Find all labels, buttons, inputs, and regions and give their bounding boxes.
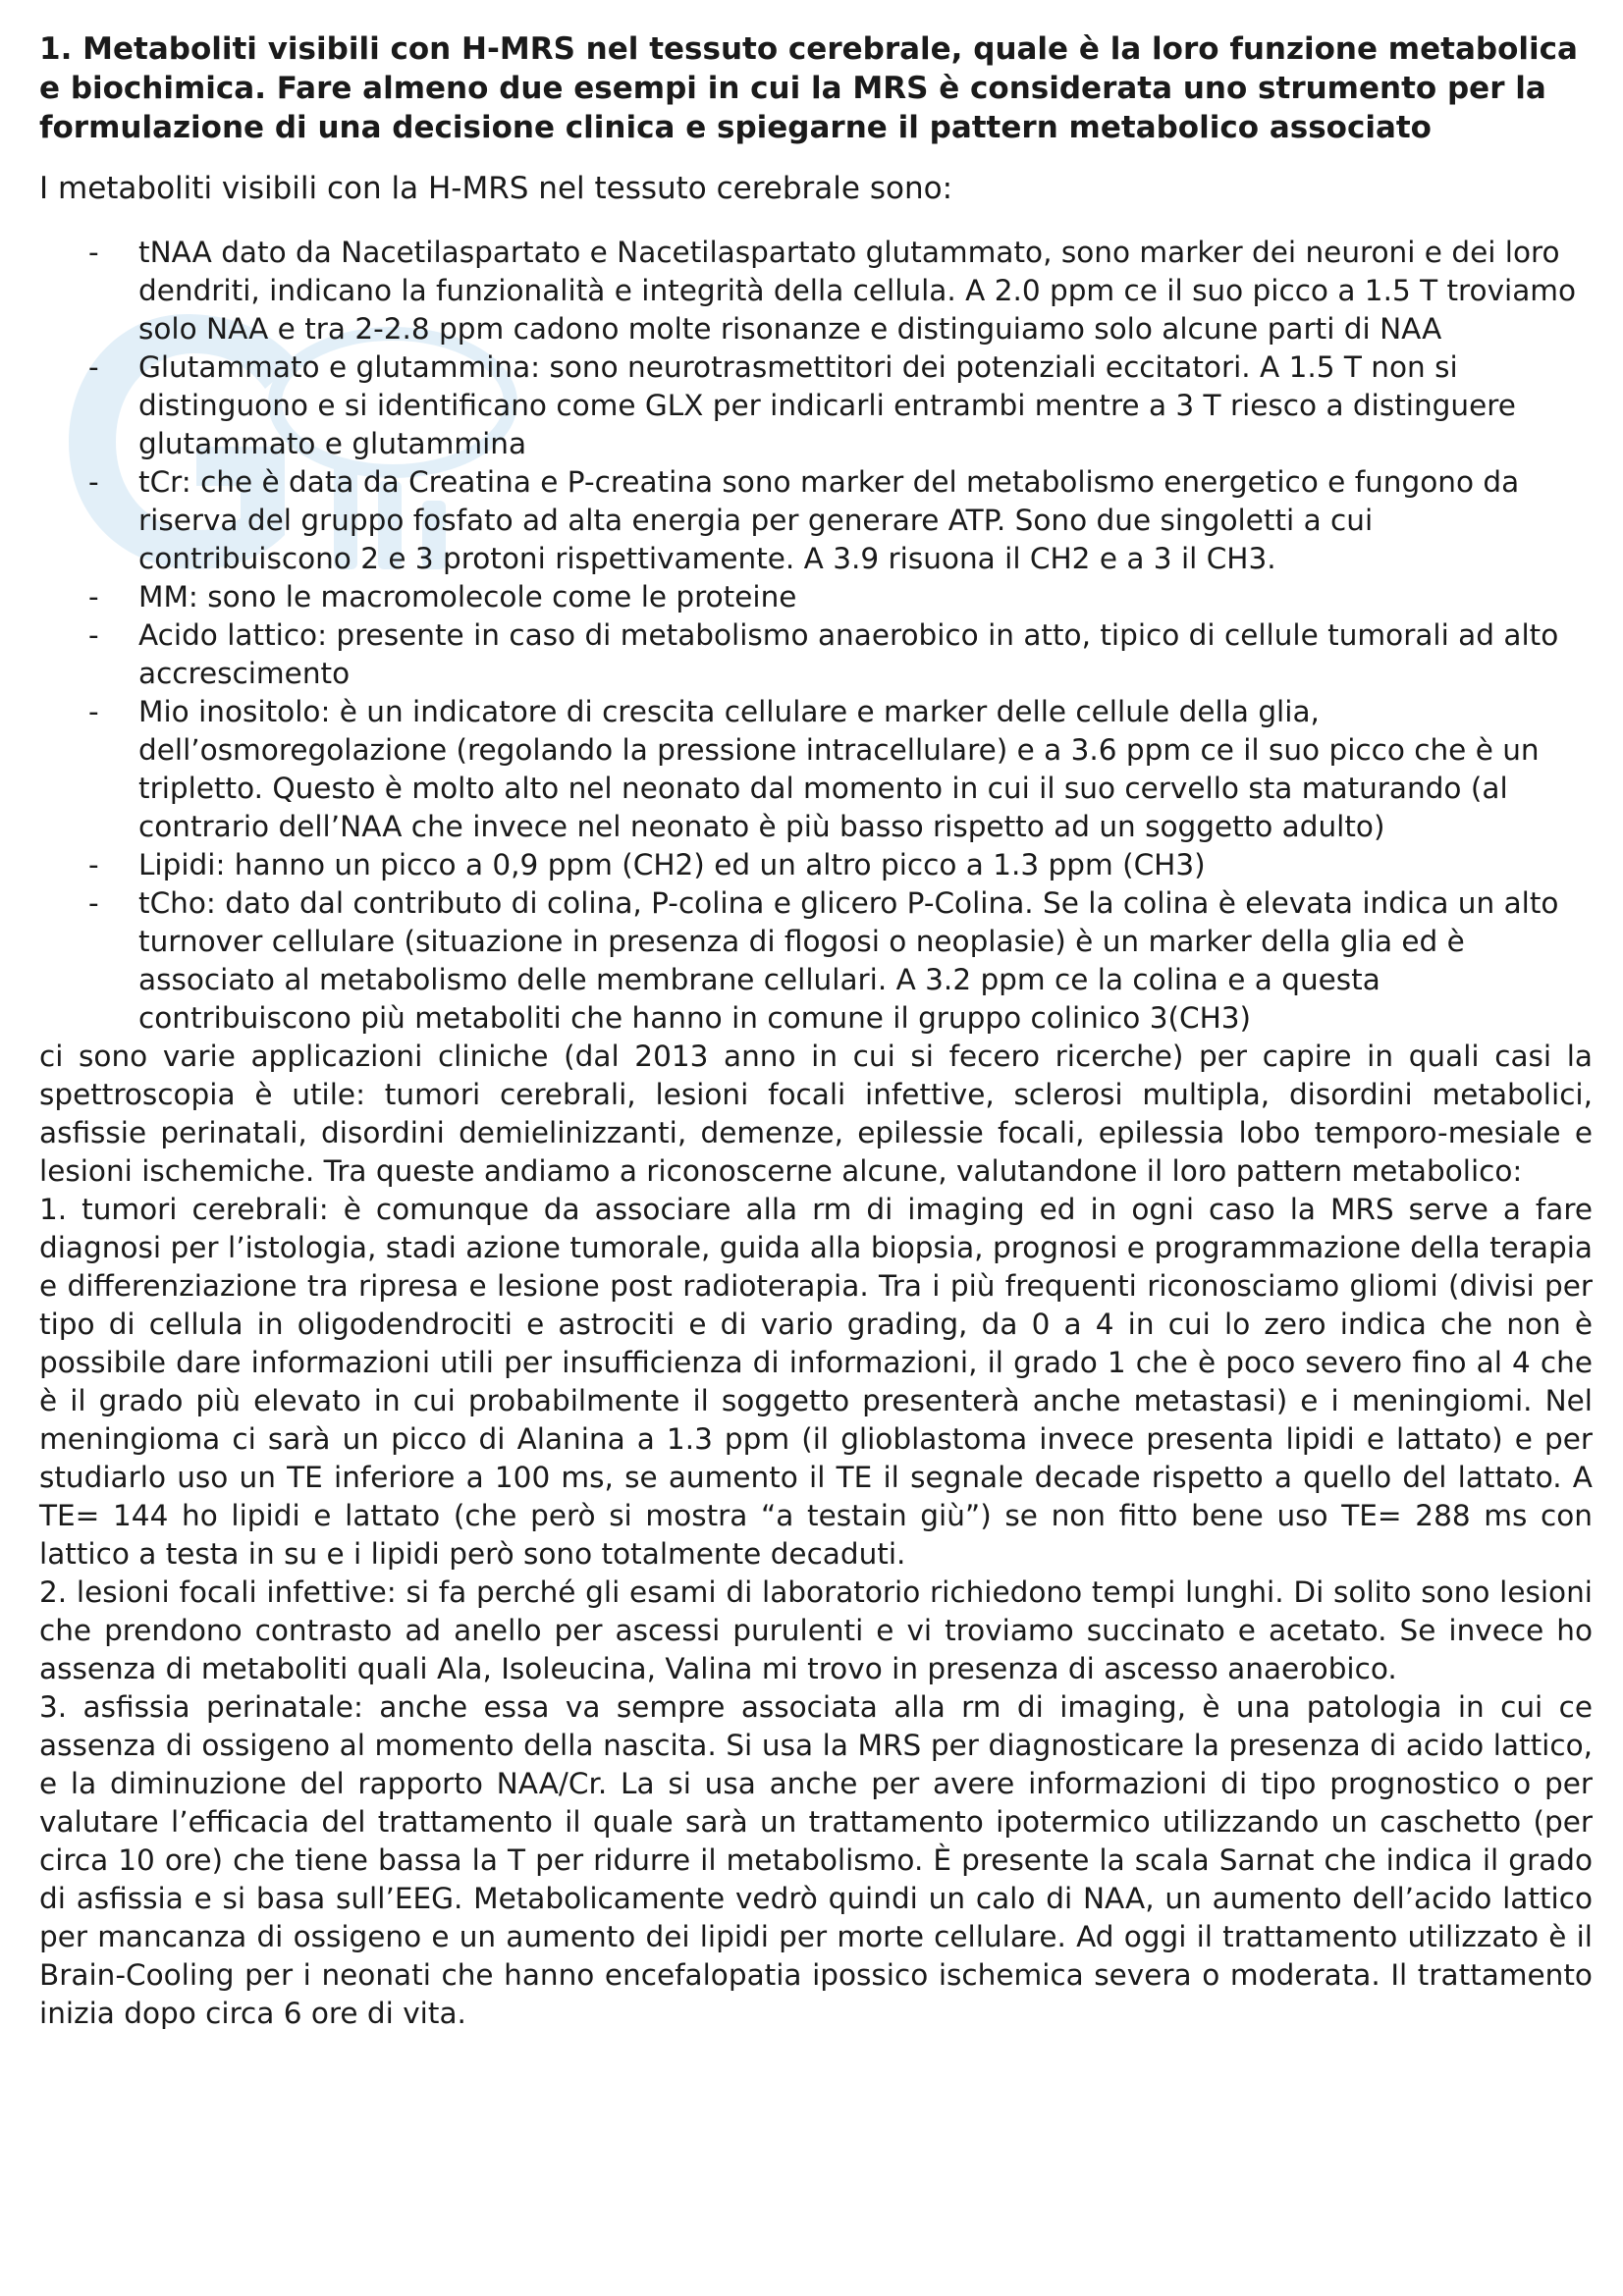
list-dash: -	[88, 465, 99, 499]
list-dash: -	[88, 848, 99, 881]
list-dash: -	[88, 350, 99, 384]
list-dash: -	[88, 236, 99, 269]
list-item-text: tCr: che è data da Creatina e P-creatina sono marker del metabolismo energetico e fungono da riserva del gruppo fosfato ad alta energia per generare ATP. Sono due singoletti a cui contribuiscono 2 e 3 protoni rispettivamente. A 3.9 risuona il CH2 e a 3 il CH3.	[138, 465, 1520, 575]
list-item-text: Mio inositolo: è un indicatore di crescita cellulare e marker delle cellule della glia, dell’osmoregolazione (regolando la pressione intracellulare) e a 3.6 ppm ce il suo picco che è un tripletto. Questo è molto alto nel neonato dal momento in cui il suo cervello sta maturando (al contrario dell’NAA che invece nel neonato è più basso rispetto ad un soggetto adulto)	[138, 695, 1540, 843]
list-item-text: MM: sono le macromolecole come le proteine	[138, 580, 797, 614]
clinical-applications-paragraph: ci sono varie applicazioni cliniche (dal 2013 anno in cui si fecero ricerche) per capire in quali casi la spettroscopia è utile: tumori cerebrali, lesioni focali infettive, sclerosi multipla, disordini metabolici, asfissie perinatali, disordini demielinizzanti, demenze, epilessie focali, epilessia lobo temporo-mesiale e lesioni ischemiche. Tra queste andiamo a riconoscerne alcune, valutandone il loro pattern metabolico:	[39, 1040, 1593, 1188]
list-dash: -	[88, 695, 99, 728]
metabolite-list	[39, 234, 1593, 1038]
list-item-text: Acido lattico: presente in caso di metabolismo anaerobico in atto, tipico di cellule tumorali ad alto accrescimento	[138, 618, 1559, 690]
perinatal-asphyxia-paragraph: 3. asfissia perinatale: anche essa va sempre associata alla rm di imaging, è una patologia in cui ce assenza di ossigeno al momento della nascita. Si usa la MRS per diagnosticare la presenza di acido lattico, e la diminuzione del rapporto NAA/Cr. La si usa anche per avere informazioni di tipo prognostico o per valutare l’efficacia del trattamento il quale sarà un trattamento ipotermico utilizzando un caschetto (per circa 10 ore) che tiene bassa la T per ridurre il metabolismo. È presente la scala Sarnat che indica il grado di asfissia e si basa sull’EEG. Metabolicamente vedrò quindi un calo di NAA, un aumento dell’acido lattico per mancanza di ossigeno e un aumento dei lipidi per morte cellulare. Ad oggi il trattamento utilizzato è il Brain-Cooling per i neonati che hanno encefalopatia ipossico ischemica severa o moderata. Il trattamento inizia dopo circa 6 ore di vita.	[39, 1690, 1593, 2030]
focal-infective-lesions-paragraph: 2. lesioni focali infettive: si fa perché gli esami di laboratorio richiedono tempi lunghi. Di solito sono lesioni che prendono contrasto ad anello per ascessi purulenti e vi troviamo succinato e acetato. Se invece ho assenza di metaboliti quali Ala, Isoleucina, Valina mi trovo in presenza di ascesso anaerobico.	[39, 1575, 1593, 1685]
list-item-text: Glutammato e glutammina: sono neurotrasmettitori dei potenziali eccitatori. A 1.5 T non si distinguono e si identificano come GLX per indicarli entrambi mentre a 3 T riesco a distinguere glutammato e glutammina	[138, 350, 1516, 460]
question-heading: 1. Metaboliti visibili con H-MRS nel tessuto cerebrale, quale è la loro funzione metabolica e biochimica. Fare almeno due esempi in cui la MRS è considerata uno strumento per la formulazione di una decisione clinica e spiegarne il pattern metabolico associato	[39, 31, 1578, 145]
document-page	[39, 29, 1593, 2033]
list-item	[39, 846, 1593, 884]
list-item	[39, 348, 1593, 463]
list-item	[39, 693, 1593, 846]
list-item-text: Lipidi: hanno un picco a 0,9 ppm (CH2) ed un altro picco a 1.3 ppm (CH3)	[138, 848, 1206, 881]
list-dash: -	[88, 580, 99, 614]
list-item-text: tNAA dato da Nacetilaspartato e Nacetilaspartato glutammato, sono marker dei neuroni e dei loro dendriti, indicano la funzionalità e integrità della cellula. A 2.0 ppm ce il suo picco a 1.5 T troviamo solo NAA e tra 2-2.8 ppm cadono molte risonanze e distinguiamo solo alcune parti di NAA	[138, 236, 1577, 346]
list-item	[39, 463, 1593, 578]
list-item	[39, 616, 1593, 693]
list-item	[39, 578, 1593, 616]
brain-tumors-paragraph: 1. tumori cerebrali: è comunque da associare alla rm di imaging ed in ogni caso la MRS serve a fare diagnosi per l’istologia, stadi azione tumorale, guida alla biopsia, prognosi e programmazione della terapia e differenziazione tra ripresa e lesione post radioterapia. Tra i più frequenti riconosciamo gliomi (divisi per tipo di cellula in oligodendrociti e astrociti e di vario grading, da 0 a 4 in cui lo zero indica che non è possibile dare informazioni utili per insufficienza di informazioni, il grado 1 che è poco severo fino al 4 che è il grado più elevato in cui probabilmente il soggetto presenterà anche metastasi) e i meningiomi. Nel meningioma ci sarà un picco di Alanina a 1.3 ppm (il glioblastoma invece presenta lipidi e lattato) e per studiarlo uso un TE inferiore a 100 ms, se aumento il TE il segnale decade rispetto a quello del lattato. A TE= 144 ho lipidi e lattato (che però si mostra “a testain giù”) se non fitto bene uso TE= 288 ms con lattico a testa in su e i lipidi però sono totalmente decaduti.	[39, 1193, 1593, 1571]
intro-text: I metaboliti visibili con la H-MRS nel tessuto cerebrale sono:	[39, 171, 953, 206]
list-item	[39, 884, 1593, 1038]
list-item-text: tCho: dato dal contributo di colina, P-colina e glicero P-Colina. Se la colina è elevata indica un alto turnover cellulare (situazione in presenza di flogosi o neoplasie) è un marker della glia ed è associato al metabolismo delle membrane cellulari. A 3.2 ppm ce la colina e a questa contribuiscono più metaboliti che hanno in comune il gruppo colinico 3(CH3)	[138, 886, 1559, 1035]
list-dash: -	[88, 618, 99, 652]
list-item	[39, 234, 1593, 348]
list-dash: -	[88, 886, 99, 920]
